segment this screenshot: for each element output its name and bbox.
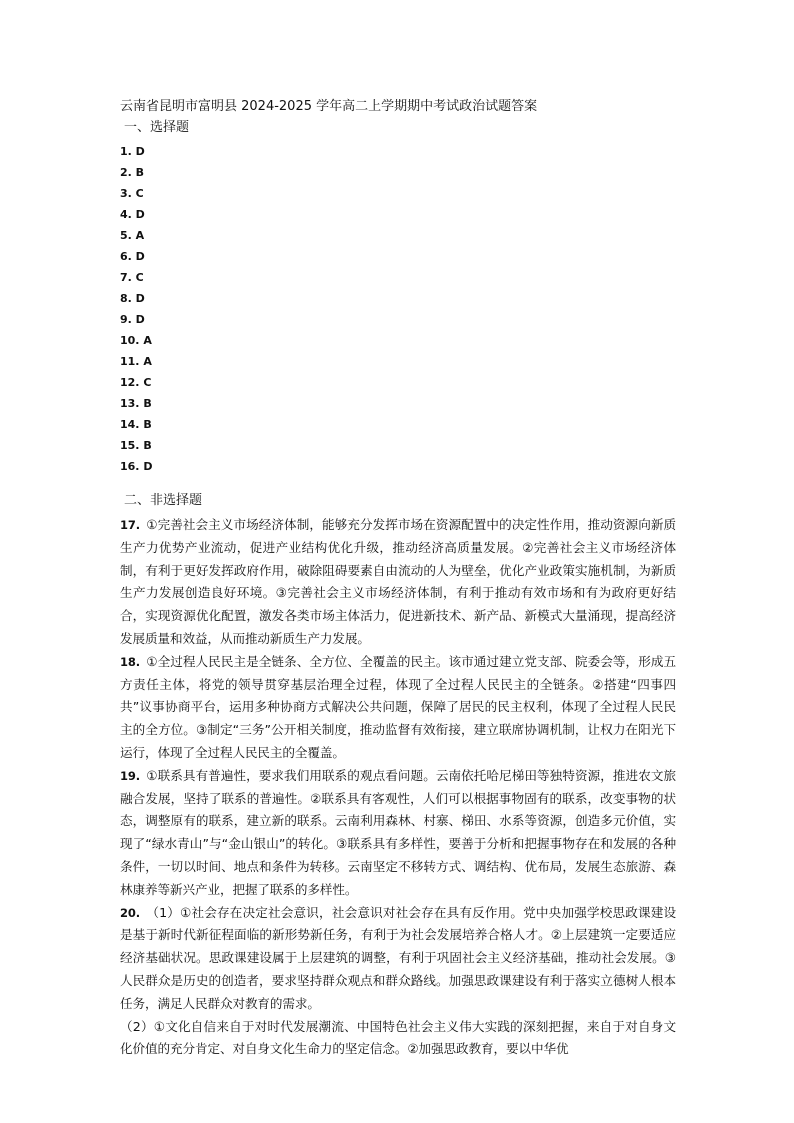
answer-text: （2）①文化自信来自于对时代发展潮流、中国特色社会主义伟大实践的深刻把握，来自于对自身文化价值的充分肯定、对自身文化生命力的坚定信念。②加强思政教育，要以中华优 <box>120 1018 676 1057</box>
answer-item: 2. B <box>120 166 145 179</box>
question-number: 17. <box>120 518 141 532</box>
question-number: 18. <box>120 654 141 669</box>
answer-text: ①联系具有普遍性，要求我们用联系的观点看问题。云南依托哈尼梯田等独特资源，推进农文旅融合发展，坚持了联系的普遍性。②联系具有客观性，人们可以根据事物固有的联系，改变事物的状态，调整原有的联系，建立新的联系。云南利用森林、村寨、梯田、水系等资源，创造多元价值，实现了“绿水青山”与“金山银山”的转化。③联系具有多样性，要善于分析和把握事物存在和发展的各种条件，一切以时间、地点和条件为转移。云南坚定不移转方式、调结构、优布局，发展生态旅游、森林康养等新兴产业，把握了联系的多样性。 <box>120 767 676 897</box>
section-heading-multiple-choice: 一、选择题 <box>124 120 190 135</box>
question-number: 19. <box>120 768 141 783</box>
answer-item: 8. D <box>120 292 145 305</box>
answer-item: 6. D <box>120 250 145 263</box>
question-number: 20. <box>120 905 141 920</box>
answer-item: 3. C <box>120 187 144 200</box>
answer-item: 15. B <box>120 439 152 452</box>
answer-item: 10. A <box>120 334 152 347</box>
document-title: 云南省昆明市富明县 2024-2025 学年高二上学期期中考试政治试题答案 <box>120 99 538 114</box>
answer-text: ①完善社会主义市场经济体制，能够充分发挥市场在资源配置中的决定性作用，推动资源向新质生产力优势产业流动，促进产业结构优化升级，推动经济高质量发展。②完善社会主义市场经济体制，有利于更好发挥政府作用，破除阻碍要素自由流动的人为壁垒，优化产业政策实施机制，为新质生产力发展创造良好环境。③完善社会主义市场经济体制，有利于推动有效市场和有为政府更好结合，实现资源优化配置，激发各类市场主体活力，促进新技术、新产品、新模式大量涌现，提高经济发展质量和效益，从而推动新质生产力发展。 <box>120 517 676 646</box>
answer-item: 4. D <box>120 208 145 221</box>
answer-item: 1. D <box>120 145 145 158</box>
multiple-choice-answer-list <box>120 141 152 477</box>
essay-answer <box>120 514 676 651</box>
essay-answer <box>120 765 676 902</box>
answer-item: 9. D <box>120 313 145 326</box>
essay-answer <box>120 651 676 765</box>
answer-item: 16. D <box>120 460 153 473</box>
essay-answer-continued <box>120 1016 676 1062</box>
answer-item: 5. A <box>120 229 145 242</box>
answer-item: 11. A <box>120 355 152 368</box>
answer-text: ①全过程人民民主是全链条、全方位、全覆盖的民主。该市通过建立党支部、院委会等，形成五方责任主体，将党的领导贯穿基层治理全过程，体现了全过程人民民主的全链条。②搭建“四事四共”议事协商平台，运用多种协商方式解决公共问题，保障了居民的民主权利，体现了全过程人民民主的全方位。③制定“三务”公开相关制度，推动监督有效衔接，建立联席协调机制，让权力在阳光下运行，体现了全过程人民民主的全覆盖。 <box>120 653 676 760</box>
essay-answers <box>120 514 676 1061</box>
answer-item: 12. C <box>120 376 152 389</box>
answer-item: 7. C <box>120 271 144 284</box>
answer-item: 14. B <box>120 418 152 431</box>
answer-text: （1）①社会存在决定社会意识，社会意识对社会存在具有反作用。党中央加强学校思政课建设是基于新时代新征程面临的新形势新任务，有利于为社会发展培养合格人才。②上层建筑一定要适应经济基础状况。思政课建设属于上层建筑的调整，有利于巩固社会主义经济基础，推动社会发展。③人民群众是历史的创造者，要求坚持群众观点和群众路线。加强思政课建设有利于落实立德树人根本任务，满足人民群众对教育的需求。 <box>120 904 676 1011</box>
answer-item: 13. B <box>120 397 152 410</box>
essay-answer <box>120 902 676 1016</box>
section-heading-essay: 二、非选择题 <box>124 493 203 508</box>
